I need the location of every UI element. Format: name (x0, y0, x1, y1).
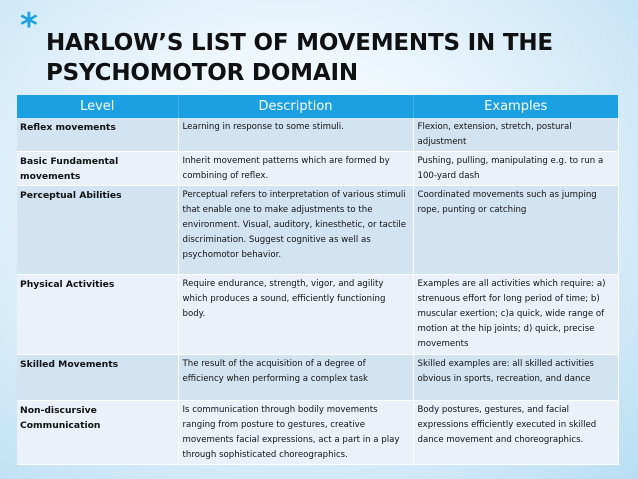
level-cell: Perceptual Abilities (17, 186, 178, 275)
description-cell: Learning in response to some stimuli. (178, 118, 413, 152)
examples-cell: Flexion, extension, stretch, postural adjustment (413, 118, 618, 152)
table-header-row (17, 95, 618, 118)
description-cell: Inherit movement patterns which are formed by combining of reflex. (178, 152, 413, 186)
description-cell: Perceptual refers to interpretation of various stimuli that enable one to make adjustments to the environment. Visual, auditory, kinesthetic, or tactile discrimination. Suggest cognitive as well as psychomotor behavior. (178, 186, 413, 275)
table-row (17, 186, 618, 275)
level-cell: Basic Fundamental movements (17, 152, 178, 186)
slide-title: HARLOW’S LIST OF MOVEMENTS IN THE PSYCHOMOTOR DOMAIN (46, 30, 553, 86)
header-examples: Examples (413, 95, 618, 118)
examples-cell: Pushing, pulling, manipulating e.g. to run a 100-yard dash (413, 152, 618, 186)
header-description: Description (178, 95, 413, 118)
asterisk-bullet-icon: * (20, 6, 38, 46)
level-cell: Non-discursive Communication (17, 401, 178, 465)
table-row (17, 118, 618, 152)
examples-cell: Body postures, gestures, and facial expressions efficiently executed in skilled dance movement and choreographics. (413, 401, 618, 465)
table-row (17, 275, 618, 355)
description-cell: Is communication through bodily movements ranging from posture to gestures, creative movements facial expressions, act a part in a play through sophisticated choreographics. (178, 401, 413, 465)
table-row (17, 401, 618, 465)
level-cell: Skilled Movements (17, 355, 178, 401)
examples-cell: Examples are all activities which require: a) strenuous effort for long period of time; b) muscular exertion; c)a quick, wide range of motion at the hip joints; d) quick, precise movements (413, 275, 618, 355)
description-cell: The result of the acquisition of a degree of efficiency when performing a complex task (178, 355, 413, 401)
header-level: Level (17, 95, 178, 118)
examples-cell: Coordinated movements such as jumping rope, punting or catching (413, 186, 618, 275)
table-row (17, 355, 618, 401)
level-cell: Reflex movements (17, 118, 178, 152)
description-cell: Require endurance, strength, vigor, and agility which produces a sound, efficiently functioning body. (178, 275, 413, 355)
movements-table (17, 95, 619, 465)
table-row (17, 152, 618, 186)
examples-cell: Skilled examples are: all skilled activities obvious in sports, recreation, and dance (413, 355, 618, 401)
level-cell: Physical Activities (17, 275, 178, 355)
